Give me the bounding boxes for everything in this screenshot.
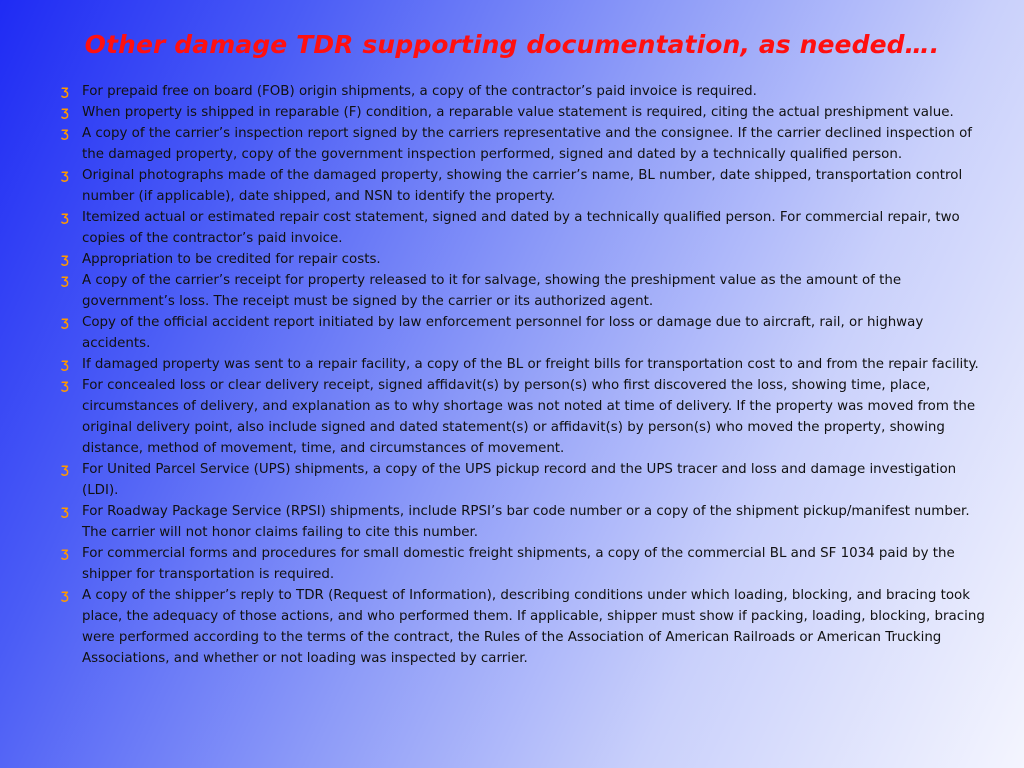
bullet-item (58, 354, 988, 375)
numeral-three-bullet-icon (58, 166, 72, 185)
bullet-text: Original photographs made of the damaged property, showing the carrier’s name, BL number, date shipped, transportation control number (if applicable), date shipped, and NSN to identify the property. (82, 168, 963, 204)
numeral-three-bullet-icon (58, 502, 72, 521)
bullet-text: For Roadway Package Service (RPSI) shipments, include RPSI’s bar code number or a copy of the shipment pickup/manifest number. The carrier will not honor claims failing to cite this number. (82, 504, 970, 540)
bullet-item (58, 207, 988, 249)
bullet-text: If damaged property was sent to a repair facility, a copy of the BL or freight bills for transportation cost to and from the repair facility. (82, 357, 979, 372)
numeral-three-bullet-icon (58, 103, 72, 122)
bullet-text: Itemized actual or estimated repair cost statement, signed and dated by a technically qualified person. For commercial repair, two copies of the contractor’s paid invoice. (82, 210, 960, 246)
bullet-text: For concealed loss or clear delivery receipt, signed affidavit(s) by person(s) who first discovered the loss, showing time, place, circumstances of delivery, and explanation as to why shortage was not noted at time of delivery. If the property was moved from the original delivery point, also include signed and dated statement(s) or affidavit(s) by person(s) who moved the property, showing distance, method of movement, time, and circumstances of movement. (82, 378, 976, 456)
bullet-text: For commercial forms and procedures for small domestic freight shipments, a copy of the commercial BL and SF 1034 paid by the shipper for transportation is required. (82, 546, 955, 582)
bullet-text: For prepaid free on board (FOB) origin shipments, a copy of the contractor’s paid invoice is required. (82, 84, 757, 99)
bullet-item (58, 585, 988, 669)
numeral-three-bullet-icon (58, 544, 72, 563)
numeral-three-bullet-icon (58, 355, 72, 374)
bullet-item (58, 102, 988, 123)
bullet-list (58, 81, 988, 669)
bullet-item (58, 459, 988, 501)
bullet-text: For United Parcel Service (UPS) shipments, a copy of the UPS pickup record and the UPS tracer and loss and damage investigation (LDI). (82, 462, 957, 498)
bullet-item (58, 312, 988, 354)
bullet-item (58, 249, 988, 270)
numeral-three-bullet-icon (58, 250, 72, 269)
bullet-text: A copy of the carrier’s inspection report signed by the carriers representative and the consignee. If the carrier declined inspection of the damaged property, copy of the government inspection performed, signed and dated by a technically qualified person. (82, 126, 972, 162)
bullet-text: Copy of the official accident report initiated by law enforcement personnel for loss or damage due to aircraft, rail, or highway accidents. (82, 315, 924, 351)
bullet-text: Appropriation to be credited for repair costs. (82, 252, 381, 267)
numeral-three-bullet-icon (58, 313, 72, 332)
bullet-text: A copy of the carrier’s receipt for property released to it for salvage, showing the preshipment value as the amount of the government’s loss. The receipt must be signed by the carrier or its authorized agent. (82, 273, 902, 309)
numeral-three-bullet-icon (58, 586, 72, 605)
numeral-three-bullet-icon (58, 124, 72, 143)
bullet-item (58, 270, 988, 312)
bullet-item (58, 81, 988, 102)
bullet-item (58, 543, 988, 585)
numeral-three-bullet-icon (58, 271, 72, 290)
numeral-three-bullet-icon (58, 376, 72, 395)
bullet-text: A copy of the shipper’s reply to TDR (Request of Information), describing conditions under which loading, blocking, and bracing took place, the adequacy of those actions, and who performed them. If applicable, shipper must show if packing, loading, blocking, bracing were performed according to the terms of the contract, the Rules of the Association of American Railroads or American Trucking Associations, and whether or not loading was inspected by carrier. (82, 588, 985, 666)
bullet-item (58, 123, 988, 165)
bullet-item (58, 501, 988, 543)
bullet-item (58, 165, 988, 207)
slide-title: Other damage TDR supporting documentation, as needed…. (84, 30, 940, 59)
numeral-three-bullet-icon (58, 82, 72, 101)
numeral-three-bullet-icon (58, 208, 72, 227)
bullet-item (58, 375, 988, 459)
numeral-three-bullet-icon (58, 460, 72, 479)
bullet-text: When property is shipped in reparable (F) condition, a reparable value statement is required, citing the actual preshipment value. (82, 105, 954, 120)
